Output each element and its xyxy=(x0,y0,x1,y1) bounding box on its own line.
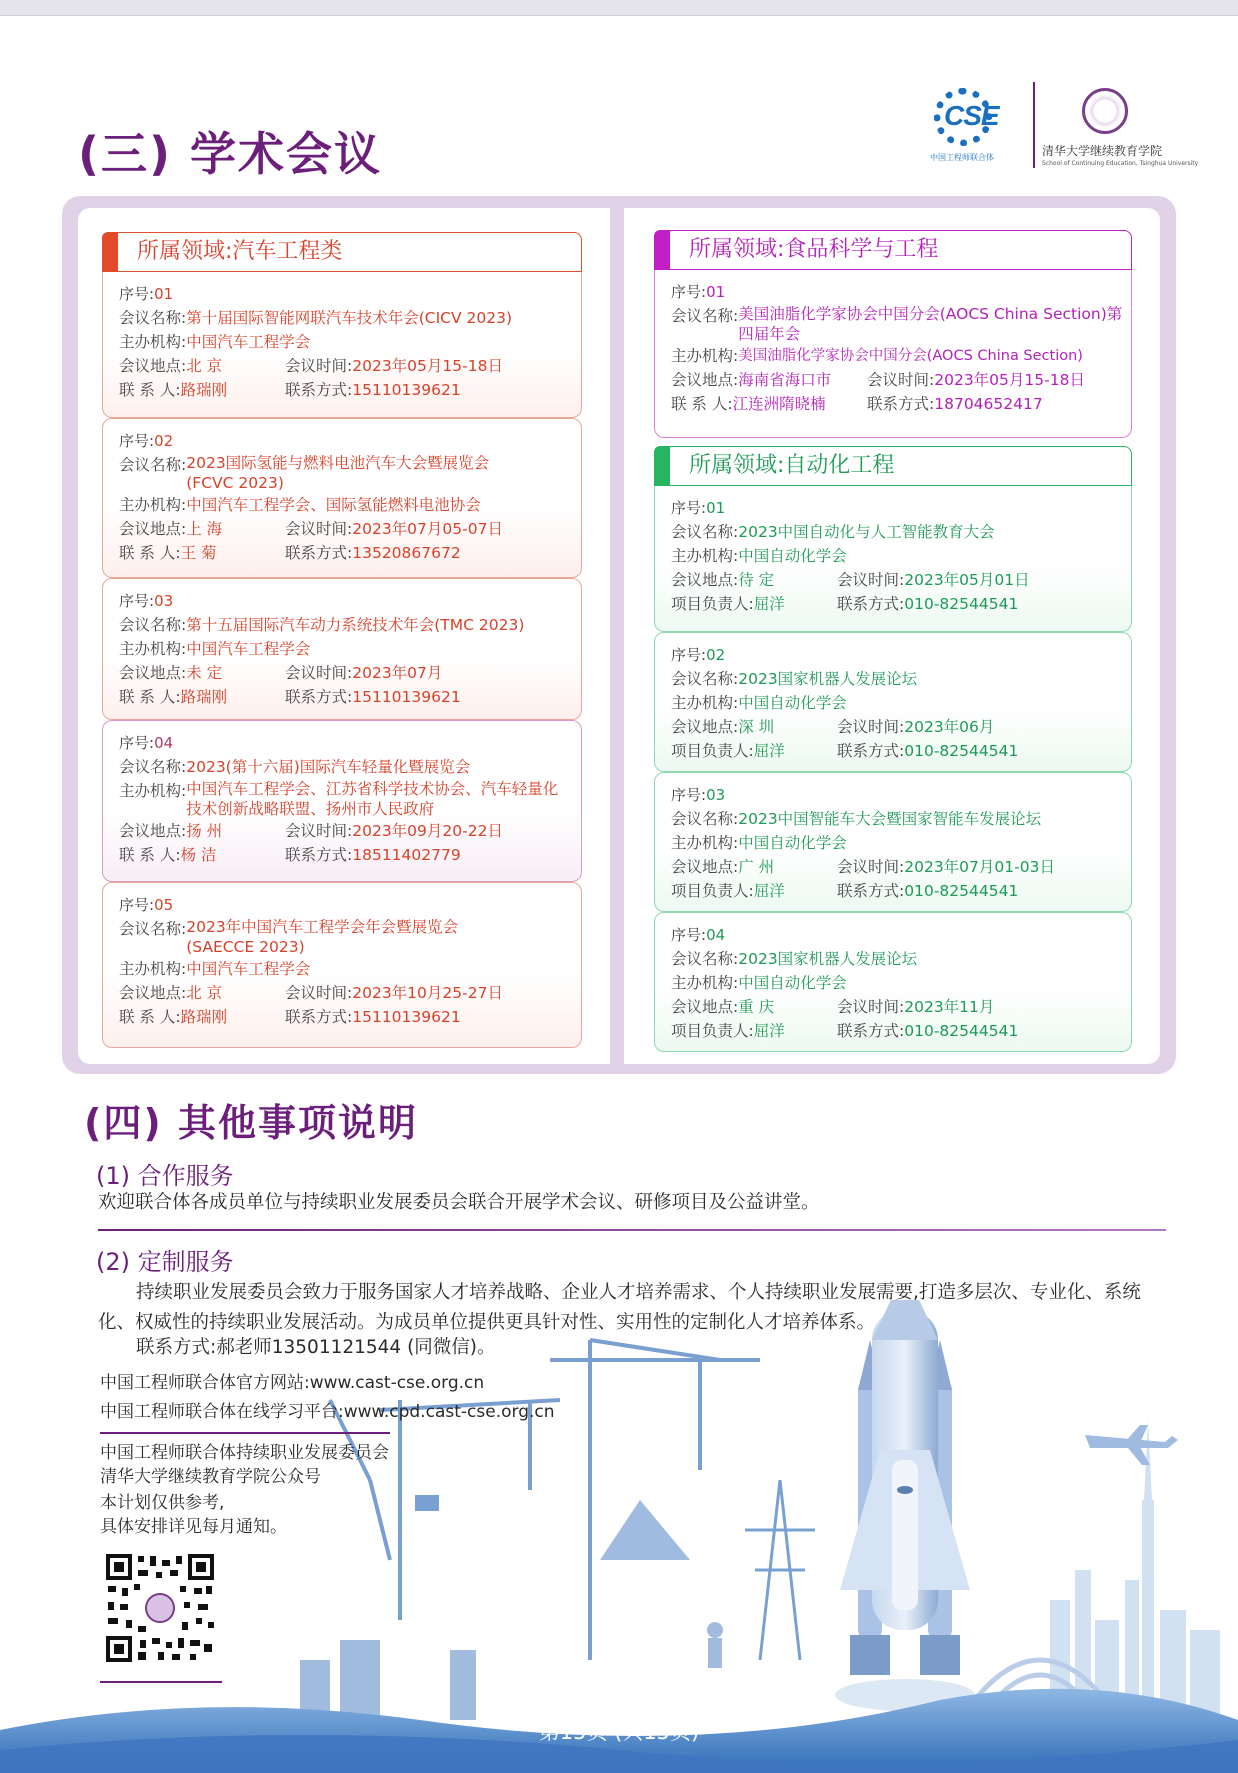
conference-name: 2023国家机器人发展论坛 xyxy=(738,670,918,688)
project-leader: 屈洋 xyxy=(753,1022,785,1040)
conference-host: 中国汽车工程学会、国际氢能燃料电池协会 xyxy=(186,496,481,514)
conference-name: 美国油脂化学家协会中国分会(AOCS China Section)第四届年会 xyxy=(738,305,1123,343)
conference-card: 序号: 03 会议名称: 第十五届国际汽车动力系统技术年会(TMC 2023) 主办机构: 中国汽车工程学会 会议地点: 未 定 会议时间: 2023年07月 联 系 人: 路瑞刚 联系方式: 15110139621 xyxy=(102,578,582,720)
card-number: 序号: 04 xyxy=(119,734,174,752)
conference-time: 2023年05月01日 xyxy=(904,571,1030,589)
conference-place: 北 京 xyxy=(186,357,223,375)
conference-contact: 路瑞刚 xyxy=(180,381,228,399)
card-number: 序号: 01 xyxy=(671,499,726,517)
conference-phone: 13520867672 xyxy=(352,544,461,562)
project-leader: 屈洋 xyxy=(753,742,785,760)
tsinghua-logo-name-en: School of Continuing Education, Tsinghua University xyxy=(1042,160,1199,167)
customization-contact: 联系方式:郝老师13501121544 (同微信)。 xyxy=(136,1337,496,1358)
conference-time: 2023年06月 xyxy=(904,718,995,736)
university-seal-icon xyxy=(1082,88,1128,134)
conference-host: 中国自动化学会 xyxy=(738,974,847,992)
conference-contact: 路瑞刚 xyxy=(180,688,228,706)
conference-contact: 路瑞刚 xyxy=(180,1008,228,1026)
conference-name: 2023国家机器人发展论坛 xyxy=(738,950,918,968)
card-number: 序号: 01 xyxy=(671,283,726,301)
conference-place: 北 京 xyxy=(186,984,223,1002)
conference-host: 中国汽车工程学会 xyxy=(186,960,311,978)
category-header-automation: 所属领域:自动化工程 xyxy=(654,446,1132,486)
top-bar xyxy=(0,0,1238,16)
cooperation-text: 欢迎联合体各成员单位与持续职业发展委员会联合开展学术会议、研修项目及公益讲堂。 xyxy=(98,1192,820,1213)
conference-card: 序号: 03 会议名称: 2023中国智能车大会暨国家智能车发展论坛 主办机构: 中国自动化学会 会议地点: 广 州 会议时间: 2023年07月01-03日 项目负责人: 屈洋 联系方式: 010-82544541 xyxy=(654,772,1132,912)
conference-card: 序号: 02 会议名称: 2023国家机器人发展论坛 主办机构: 中国自动化学会 会议地点: 深 圳 会议时间: 2023年06月 项目负责人: 屈洋 联系方式: 010-82544541 xyxy=(654,632,1132,772)
conference-time: 2023年07月01-03日 xyxy=(904,858,1055,876)
conference-host: 中国汽车工程学会 xyxy=(186,333,311,351)
customization-text: 持续职业发展委员会致力于服务国家人才培养战略、企业人才培养需求、个人持续职业发展需要,打造多层次、专业化、系统化、权威性的持续职业发展活动。为成员单位提供更具针对性、实用性的定制化人才培养体系。 xyxy=(98,1282,1141,1333)
conference-time: 2023年09月20-22日 xyxy=(352,822,503,840)
disclaimer-line-2: 具体安排详见每月通知。 xyxy=(100,1517,287,1537)
conference-card: 序号: 02 会议名称: 2023国际氢能与燃料电池汽车大会暨展览会(FCVC 2023) 主办机构: 中国汽车工程学会、国际氢能燃料电池协会 会议地点: 上 海 会议时间: 2023年07月05-07日 联 系 人: 王 菊 联系方式: 13520867672 xyxy=(102,418,582,578)
panel-divider xyxy=(610,208,624,1064)
qr-code-icon xyxy=(104,1552,216,1664)
card-number: 序号: 04 xyxy=(671,926,726,944)
conference-host: 中国汽车工程学会、江苏省科学技术协会、汽车轻量化技术创新战略联盟、扬州市人民政府 xyxy=(186,780,559,818)
conference-time: 2023年05月15-18日 xyxy=(352,357,503,375)
conference-place: 重 庆 xyxy=(738,998,775,1016)
committee-name: 中国工程师联合体持续职业发展委员会 xyxy=(100,1443,389,1463)
subheading-customization: (2) 定制服务 xyxy=(96,1248,234,1276)
conference-host: 中国自动化学会 xyxy=(738,547,847,565)
conference-time: 2023年05月15-18日 xyxy=(934,371,1085,389)
conference-phone: 15110139621 xyxy=(352,1008,461,1026)
conference-place: 未 定 xyxy=(186,664,223,682)
conference-contact: 杨 洁 xyxy=(180,846,217,864)
conference-name: 第十届国际智能网联汽车技术年会(CICV 2023) xyxy=(186,309,513,327)
conference-name: 第十五届国际汽车动力系统技术年会(TMC 2023) xyxy=(186,616,525,634)
section-title-other-matters: (四) 其他事项说明 xyxy=(84,1101,418,1145)
conference-phone: 18511402779 xyxy=(352,846,461,864)
conference-phone: 010-82544541 xyxy=(904,1022,1019,1040)
conference-phone: 010-82544541 xyxy=(904,882,1019,900)
page-number: 第15页 (共15页) xyxy=(538,1720,700,1744)
divider xyxy=(98,1229,1166,1231)
conference-card: 序号: 01 会议名称: 第十届国际智能网联汽车技术年会(CICV 2023) 主办机构: 中国汽车工程学会 会议地点: 北 京 会议时间: 2023年05月15-18日 联 系 人: 路瑞刚 联系方式: 15110139621 xyxy=(102,272,582,418)
conference-name: 2023中国自动化与人工智能教育大会 xyxy=(738,523,995,541)
card-number: 序号: 02 xyxy=(671,646,726,664)
conference-phone: 18704652417 xyxy=(934,395,1043,413)
footer-divider xyxy=(100,1432,390,1434)
conference-host: 中国自动化学会 xyxy=(738,834,847,852)
conference-card: 序号: 04 会议名称: 2023(第十六届)国际汽车轻量化暨展览会 主办机构: 中国汽车工程学会、江苏省科学技术协会、汽车轻量化技术创新战略联盟、扬州市人民政府 会议地点: 扬 州 会议时间: 2023年09月20-22日 联 系 人: 杨 洁 联系方式: 18511402779 xyxy=(102,720,582,882)
conference-place: 深 圳 xyxy=(738,718,775,736)
conference-host: 中国自动化学会 xyxy=(738,694,847,712)
project-leader: 屈洋 xyxy=(753,882,785,900)
category-header-food: 所属领域:食品科学与工程 xyxy=(654,230,1132,270)
conference-place: 待 定 xyxy=(738,571,775,589)
project-leader: 屈洋 xyxy=(753,595,785,613)
conference-place: 扬 州 xyxy=(186,822,223,840)
conference-time: 2023年07月05-07日 xyxy=(352,520,503,538)
conference-place: 上 海 xyxy=(186,520,223,538)
tsinghua-logo xyxy=(1042,80,1199,172)
conference-name: 2023中国智能车大会暨国家智能车发展论坛 xyxy=(738,810,1042,828)
card-number: 序号: 03 xyxy=(119,592,174,610)
conference-name: 2023年中国汽车工程学会年会暨展览会(SAECCE 2023) xyxy=(186,918,459,956)
learning-platform: 中国工程师联合体在线学习平台:www.cpd.cast-cse.org.cn xyxy=(100,1402,555,1422)
official-website: 中国工程师联合体官方网站:www.cast-cse.org.cn xyxy=(100,1373,485,1393)
cse-logo-name: 中国工程师联合体 xyxy=(930,153,994,162)
conference-host: 美国油脂化学家协会中国分会(AOCS China Section) xyxy=(738,348,1083,364)
conference-contact: 江连洲隋晓楠 xyxy=(732,395,826,413)
logo-divider xyxy=(1033,82,1035,168)
conference-phone: 15110139621 xyxy=(352,688,461,706)
card-number: 序号: 03 xyxy=(671,786,726,804)
card-number: 序号: 05 xyxy=(119,896,174,914)
conference-phone: 15110139621 xyxy=(352,381,461,399)
card-number: 序号: 02 xyxy=(119,432,174,450)
conference-time: 2023年11月 xyxy=(904,998,995,1016)
category-header-automotive: 所属领域:汽车工程类 xyxy=(102,232,582,272)
conference-phone: 010-82544541 xyxy=(904,742,1019,760)
cse-logo-abbr: CSE xyxy=(944,100,999,131)
conference-place: 海南省海口市 xyxy=(738,371,832,389)
header-logos xyxy=(930,80,1199,172)
conference-time: 2023年10月25-27日 xyxy=(352,984,503,1002)
disclaimer-line-1: 本计划仅供参考, xyxy=(100,1493,225,1513)
section-title-academic-conferences: (三) 学术会议 xyxy=(78,127,383,181)
conference-phone: 010-82544541 xyxy=(904,595,1019,613)
cse-logo xyxy=(930,80,1030,172)
conference-time: 2023年07月 xyxy=(352,664,443,682)
conference-card: 序号: 04 会议名称: 2023国家机器人发展论坛 主办机构: 中国自动化学会 会议地点: 重 庆 会议时间: 2023年11月 项目负责人: 屈洋 联系方式: 010-82544541 xyxy=(654,912,1132,1052)
wechat-account-name: 清华大学继续教育学院公众号 xyxy=(100,1467,321,1487)
qr-underline xyxy=(100,1681,222,1683)
conference-contact: 王 菊 xyxy=(180,544,217,562)
tsinghua-logo-name: 清华大学继续教育学院 xyxy=(1042,144,1163,158)
conference-name: 2023(第十六届)国际汽车轻量化暨展览会 xyxy=(186,758,471,776)
conference-card: 序号: 05 会议名称: 2023年中国汽车工程学会年会暨展览会(SAECCE 2023) 主办机构: 中国汽车工程学会 会议地点: 北 京 会议时间: 2023年10月25-27日 联 系 人: 路瑞刚 联系方式: 15110139621 xyxy=(102,882,582,1048)
conference-place: 广 州 xyxy=(738,858,775,876)
conference-name: 2023国际氢能与燃料电池汽车大会暨展览会(FCVC 2023) xyxy=(186,454,490,492)
conference-card: 序号: 01 会议名称: 2023中国自动化与人工智能教育大会 主办机构: 中国自动化学会 会议地点: 待 定 会议时间: 2023年05月01日 项目负责人: 屈洋 联系方式: 010-82544541 xyxy=(654,486,1132,632)
conference-host: 中国汽车工程学会 xyxy=(186,640,311,658)
card-number: 序号: 01 xyxy=(119,285,174,303)
subheading-cooperation: (1) 合作服务 xyxy=(96,1162,234,1190)
conference-card: 序号: 01 会议名称: 美国油脂化学家协会中国分会(AOCS China Section)第四届年会 主办机构: 美国油脂化学家协会中国分会(AOCS China Section) 会议地点: 海南省海口市 会议时间: 2023年05月15-18日 联 系 人: 江连洲隋晓楠 联系方式: 18704652417 xyxy=(654,270,1132,438)
